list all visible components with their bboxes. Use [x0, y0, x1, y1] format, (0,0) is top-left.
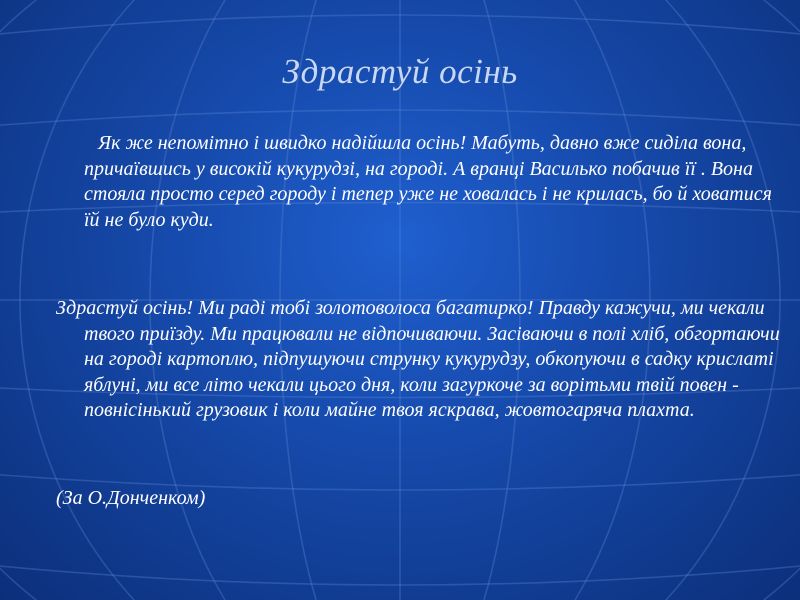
attribution: (За О.Донченком)	[56, 487, 206, 509]
paragraph-2: Здрастуй осінь! Ми раді тобі золотоволоса багатирко! Правду кажучи, ми чекали твого приїзду. Ми працювали не відпочиваючи. Засіваючи в полі хліб, обгортаючи на городі картоплю, підпушуючи струнку кукурудзу, обкопуючи в садку крислаті яблуні, ми все літо чекали цього дня, коли загуркоче за ворітьми твій повен - повнісінький грузовик і коли майне твоя яскрава, жовтогаряча плахта.	[56, 297, 780, 421]
slide-title: Здрастуй осінь	[282, 52, 518, 91]
paragraph-1: Як же непомітно і швидко надійшла осінь! Мабуть, давно вже сиділа вона, причаївшись у високій кукурудзі, на городі. А вранці Василько побачив її . Вона стояла просто серед городу і тепер уже не ховалась і не крилась, бо й ховатися їй не було куди.	[84, 132, 772, 231]
